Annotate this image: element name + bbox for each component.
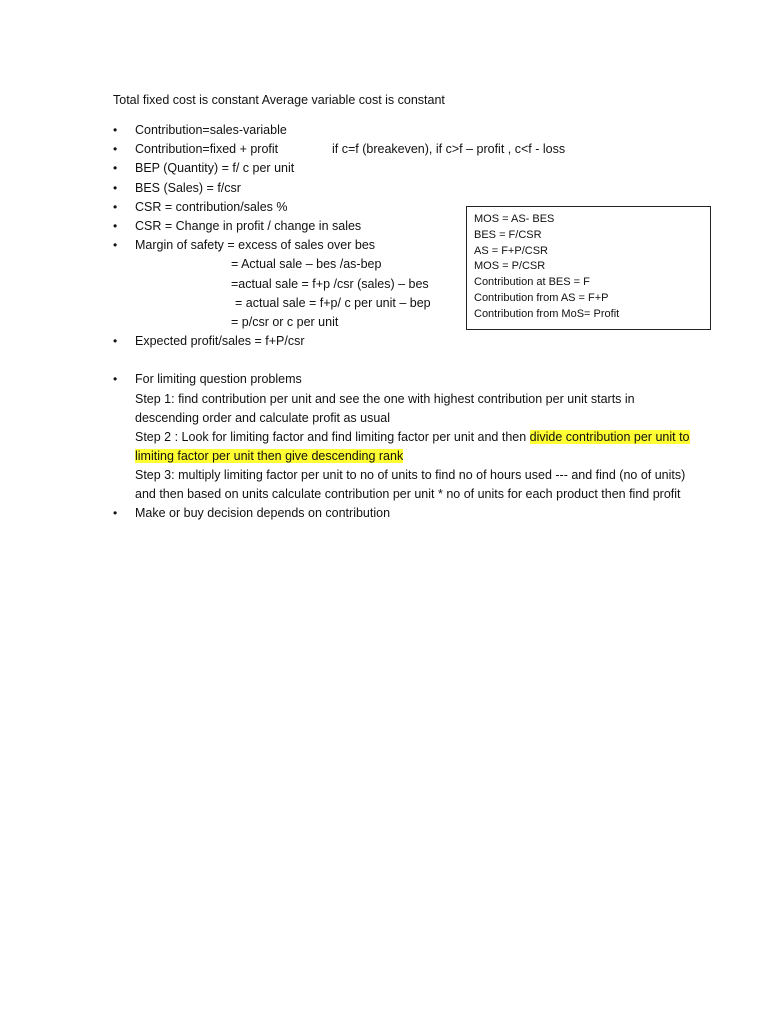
list-item: [113, 140, 693, 159]
list-item-text: Make or buy decision depends on contribution: [135, 505, 391, 520]
bullet-icon: •: [113, 372, 118, 387]
list-item: [113, 121, 693, 140]
breakeven-note: if c=f (breakeven), if c>f – profit , c<f - loss: [332, 142, 566, 157]
list-item-text: For limiting question problems: [135, 372, 302, 387]
list-item-text: CSR = contribution/sales %: [135, 199, 288, 214]
step-3-text: Step 3: multiply limiting factor per unit to no of units to find no of hours used --- and find (no of units) and then based on units calculate contribution per unit * no of units for each product then find profit: [135, 467, 686, 501]
formula-line: MOS = P/CSR: [474, 260, 546, 273]
bullet-icon: •: [113, 123, 118, 137]
formula-line: Contribution from AS = F+P: [474, 291, 609, 304]
list-item-continuation: = Actual sale – bes /as-bep: [231, 257, 382, 272]
bullet-icon: •: [113, 334, 118, 349]
list-item-text: Expected profit/sales = f+P/csr: [135, 334, 305, 349]
bullet-icon: •: [113, 180, 118, 195]
list-item-text: BES (Sales) = f/csr: [135, 180, 241, 195]
formula-line: BES = F/CSR: [474, 228, 542, 241]
bullet-icon: •: [113, 199, 118, 214]
step-1-text: Step 1: find contribution per unit and see the one with highest contribution per unit starts in descending order and calculate profit as usual: [135, 391, 635, 425]
highlighted-text: divide contribution per unit to limiting factor per unit then give descending rank: [135, 429, 690, 463]
formula-box: [466, 206, 711, 330]
list-item-text: CSR = Change in profit / change in sales: [135, 219, 362, 234]
list-item: [113, 332, 693, 351]
bullet-icon: •: [113, 219, 118, 234]
formula-line: MOS = AS- BES: [474, 213, 555, 225]
list-item: [113, 504, 693, 523]
bullet-icon: •: [113, 505, 118, 520]
list-item-continuation: =actual sale = f+p /csr (sales) – bes: [231, 276, 429, 291]
list-item-continuation: = p/csr or c per unit: [231, 315, 339, 330]
list-item-text: Contribution=fixed + profit: [135, 142, 279, 157]
list-item-text: BEP (Quantity) = f/ c per unit: [135, 161, 295, 176]
intro-line: Total fixed cost is constant Average variable cost is constant: [113, 93, 445, 107]
formula-line: Contribution from MoS= Profit: [474, 307, 620, 320]
formula-line: Contribution at BES = F: [474, 276, 590, 289]
step-2-text: Step 2 : Look for limiting factor and find limiting factor per unit and then divide contribution per unit to limiting factor per unit then give descending rank: [135, 429, 690, 463]
list-item-text: Contribution=sales-variable: [135, 123, 287, 137]
list-item-continuation: = actual sale = f+p/ c per unit – bep: [235, 295, 431, 310]
bullet-icon: •: [113, 238, 118, 253]
list-item-text: Margin of safety = excess of sales over bes: [135, 238, 376, 253]
list-item: [113, 179, 693, 198]
list-item: [113, 159, 693, 178]
bullet-icon: •: [113, 142, 118, 157]
formula-line: AS = F+P/CSR: [474, 244, 548, 257]
list-item: [113, 370, 693, 503]
bullet-icon: •: [113, 161, 118, 176]
